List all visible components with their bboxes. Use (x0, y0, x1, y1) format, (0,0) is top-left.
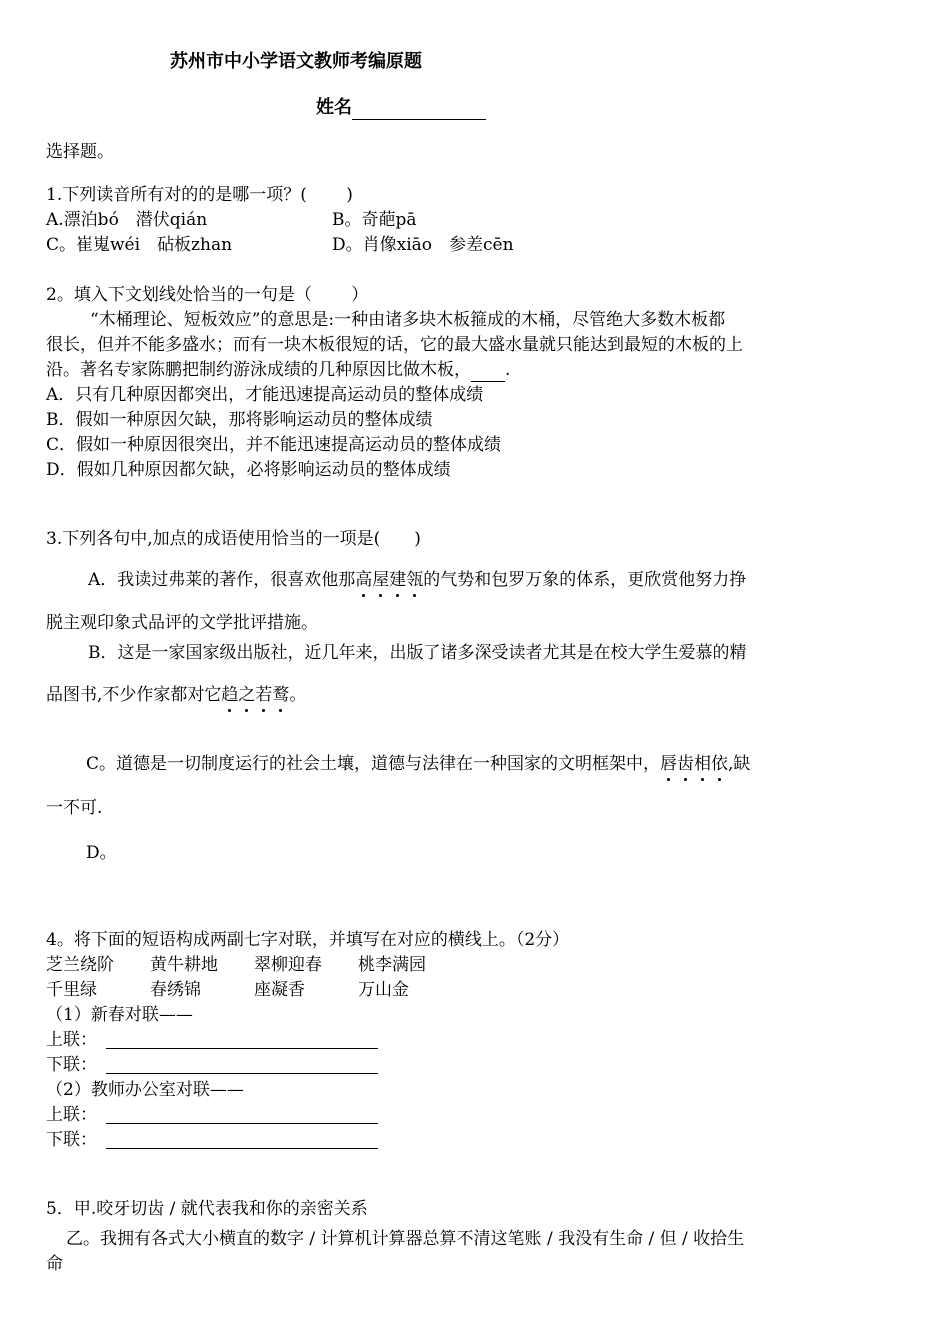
q4-part1-lower-blank[interactable] (106, 1073, 378, 1074)
q2-passage-line: “木桶理论、短板效应”的意思是:一种由诸多块木板箍成的木桶，尽管绝大多数木板都 (90, 310, 726, 330)
q4-phrase: 万山金 (358, 980, 409, 1000)
dotted-char: 齿 (677, 754, 695, 774)
q4-part1-label: （1）新春对联—— (46, 1005, 193, 1025)
q4-stem: 4。将下面的短语构成两副七字对联，并填写在对应的横线上。（2分） (46, 930, 570, 950)
document-title: 苏州市中小学语文教师考编原题 (170, 51, 422, 72)
q1-option-c: C。崔嵬wéi 砧板zhan (46, 235, 233, 255)
dotted-char: 趋 (221, 685, 239, 705)
q4-phrase: 桃李满园 (358, 955, 426, 975)
q3-a-text: 的气势和包罗万象的体系，更欣赏他努力挣 (423, 570, 747, 590)
q3-option-b: B．这是一家国家级出版社，近几年来，出版了诸多深受读者尤其是在校大学生爱慕的精 (88, 643, 747, 663)
q3-b-idiom (221, 685, 289, 705)
q3-b-text: 品图书,不少作家都对它 (46, 685, 222, 705)
q2-passage-end: . (505, 360, 511, 380)
dotted-char: 唇 (660, 754, 678, 774)
q2-passage-text: 沿。著名专家陈鹏把制约游泳成绩的几种原因比做木板， (46, 360, 471, 380)
dotted-char: 瓴 (406, 570, 424, 590)
q2-passage-line (46, 358, 510, 382)
q4-upper-label: 上联： (46, 1030, 97, 1050)
q3-option-c (86, 752, 750, 776)
name-field (316, 96, 486, 120)
q2-answer-blank[interactable] (471, 361, 505, 382)
q4-part2-upper-blank[interactable] (106, 1123, 378, 1124)
q2-option-a: A．只有几种原因都突出，才能迅速提高运动员的整体成绩 (46, 385, 484, 405)
section-heading: 选择题。 (46, 142, 114, 162)
q4-lower-label: 下联： (46, 1130, 97, 1150)
q4-upper-label: 上联： (46, 1105, 97, 1125)
q3-option-c-cont: 一不可. (46, 798, 103, 818)
q1-option-a: A.漂泊bó 潜伏qián (46, 210, 208, 230)
q3-a-idiom (355, 570, 423, 590)
q2-passage-line: 很长，但并不能多盛水；而有一块木板很短的话，它的最大盛水量就只能达到最短的木板的上 (46, 335, 743, 355)
dotted-char: 屋 (372, 570, 390, 590)
q3-option-d: D。 (86, 843, 117, 863)
q4-part2-lower-blank[interactable] (106, 1148, 378, 1149)
q3-c-text: ,缺 (728, 754, 751, 774)
q5-poem-jia: 5．甲.咬牙切齿 / 就代表我和你的亲密关系 (46, 1199, 368, 1219)
q3-stem: 3.下列各句中,加点的成语使用恰当的一项是( ) (46, 529, 421, 549)
q4-lower-label: 下联： (46, 1055, 97, 1075)
q4-part1-upper-blank[interactable] (106, 1048, 378, 1049)
name-label: 姓名 (316, 97, 352, 118)
q1-option-d: D。肖像xiāo 参差cēn (332, 235, 514, 255)
q2-stem: 2。填入下文划线处恰当的一句是（ ） (46, 285, 369, 305)
dotted-char: 依 (711, 754, 729, 774)
q3-option-a (88, 568, 746, 592)
dotted-char: 高 (355, 570, 373, 590)
q3-option-b-cont (46, 683, 306, 707)
q1-stem: 1.下列读音所有对的的是哪一项？( ) (46, 185, 353, 205)
q2-option-d: D．假如几种原因都欠缺，必将影响运动员的整体成绩 (46, 460, 451, 480)
q4-phrase: 座凝香 (254, 980, 305, 1000)
q3-b-text: 。 (289, 685, 307, 705)
dotted-char: 若 (255, 685, 273, 705)
q5-poem-yi-cont: 命 (46, 1254, 63, 1274)
q4-phrase: 黄牛耕地 (150, 955, 218, 975)
q3-option-a-cont: 脱主观印象式品评的文学批评措施。 (46, 613, 318, 633)
q3-a-text: A．我读过弗莱的著作，很喜欢他那 (88, 570, 356, 590)
dotted-char: 建 (389, 570, 407, 590)
q1-option-b: B。奇葩pā (332, 210, 417, 230)
q5-poem-yi: 乙。我拥有各式大小横直的数字 / 计算机计算器总算不清这笔账 / 我没有生命 / 但 / 收拾生 (66, 1229, 745, 1249)
q3-c-text: C。道德是一切制度运行的社会土壤，道德与法律在一种国家的文明框架中， (86, 754, 661, 774)
q3-c-idiom (660, 754, 728, 774)
name-blank[interactable] (352, 99, 486, 120)
q4-phrase: 千里绿 (46, 980, 97, 1000)
q4-part2-label: （2）教师办公室对联—— (46, 1080, 244, 1100)
q4-phrase: 春绣锦 (150, 980, 201, 1000)
q4-phrase: 翠柳迎春 (254, 955, 322, 975)
q2-option-c: C．假如一种原因很突出，并不能迅速提高运动员的整体成绩 (46, 435, 502, 455)
q2-option-b: B．假如一种原因欠缺，那将影响运动员的整体成绩 (46, 410, 433, 430)
dotted-char: 相 (694, 754, 712, 774)
dotted-char: 鹜 (272, 685, 290, 705)
dotted-char: 之 (238, 685, 256, 705)
q4-phrase: 芝兰绕阶 (46, 955, 114, 975)
